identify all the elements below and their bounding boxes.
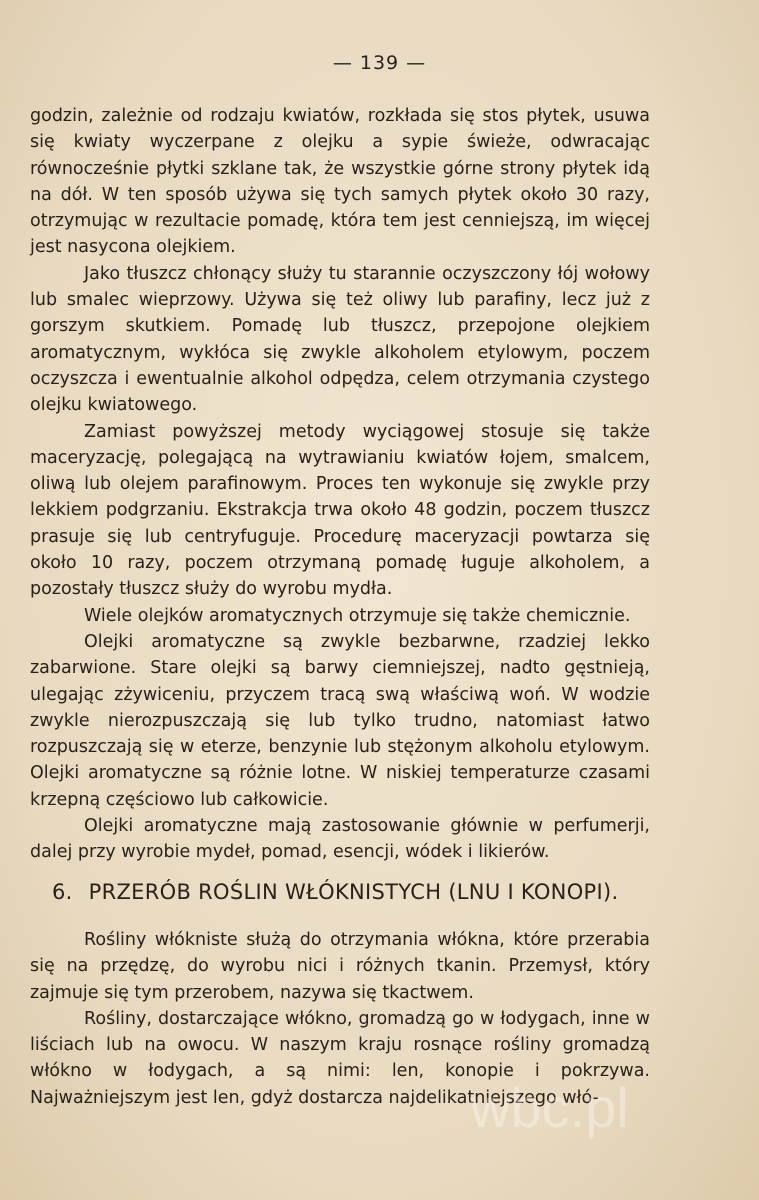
paragraph: godzin, zależnie od rodzaju kwiatów, rozkłada się stos płytek, usuwa się kwiaty wyczerpane z olejku a sypie świeże, odwracając równocześnie płytki szklane tak, że wszystkie górne strony płytek idą na dół. W ten sposób używa się tych samych płytek około 30 razy, otrzymując w rezultacie pomadę, która tem jest cenniejszą, im więcej jest nasycona olejkiem. — [30, 106, 650, 258]
paragraph: Olejki aromatyczne są zwykle bezbarwne, rzadziej lekko zabarwione. Stare olejki są barwy ciemniejszej, nadto gęstnieją, ulegając zżywiceniu, przyczem tracą swą właściwą woń. W wodzie zwykle nierozpuszczają się lub tylko trudno, natomiast łatwo rozpuszczają się w eterze, benzynie lub stężonym alkoholu etylowym. Olejki aromatyczne są różnie lotne. W niskiej temperaturze czasami krzepną częściowo lub całkowicie. — [30, 631, 650, 810]
paragraph: Zamiast powyższej metody wyciągowej stosuje się także maceryzację, polegającą na wytrawianiu kwiatów łojem, smalcem, oliwą lub olejem parafinowym. Proces ten wykonuje się zwykle przy lekkiem podgrzaniu. Ekstrakcja trwa około 48 godzin, poczem tłuszcz prasuje się lub centryfuguje. Procedurę maceryzacji powtarza się około 10 razy, poczem otrzymaną pomadę ługuje alkoholem, a pozostały tłuszcz służy do wyrobu mydła. — [30, 421, 650, 600]
page-number: — 139 — — [332, 52, 427, 74]
body-text-bottom — [30, 927, 650, 1111]
paragraph: Rośliny, dostarczające włókno, gromadzą go w łodygach, inne w liściach lub na owocu. W naszym kraju rosnące rośliny gromadzą włókno w łodygach, a są nimi: len, konopie i pokrzywa. Najważniejszym jest len, gdyż dostarcza najdelikatniejszego włó- — [30, 1008, 650, 1108]
paragraph: Wiele olejków aromatycznych otrzymuje się także chemicznie. — [84, 605, 631, 626]
paragraph: Olejki aromatyczne mają zastosowanie głównie w perfumerji, dalej przy wyrobie mydeł, pomad, esencji, wódek i likierów. — [30, 816, 650, 863]
body-text-top — [30, 103, 650, 866]
watermark: wbc.pl — [470, 1076, 629, 1139]
section-number: 6. — [52, 880, 73, 904]
section-title: PRZERÓB ROŚLIN WŁÓKNISTYCH (LNU I KONOPI). — [88, 880, 619, 904]
paragraph: Jako tłuszcz chłonący służy tu starannie oczyszczony łój wołowy lub smalec wieprzowy. Używa się też oliwy lub parafiny, lecz już z gorszym skutkiem. Pomadę lub tłuszcz, przepojone olejkiem aromatycznym, wykłóca się zwykle alkoholem etylowym, poczem oczyszcza i ewentualnie alkohol odpędza, celem otrzymania czystego olejku kwiatowego. — [30, 263, 650, 416]
section-heading — [52, 880, 672, 904]
paragraph: Rośliny włókniste służą do otrzymania włókna, które przerabia się na przędzę, do wyrobu nici i różnych tkanin. Przemysł, który zajmuje się tym przerobem, nazywa się tkactwem. — [30, 930, 650, 1003]
